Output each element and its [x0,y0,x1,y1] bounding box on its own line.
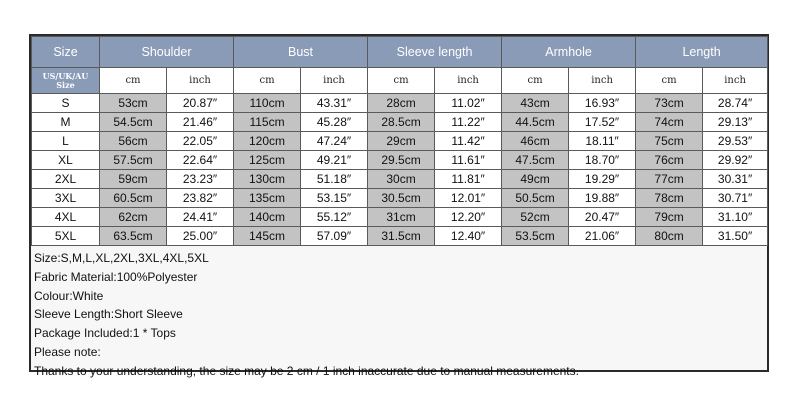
sleeve-cm-cell: 28cm [368,94,435,113]
table-unit-row [32,68,768,94]
length-inch-cell: 30.71″ [703,189,768,208]
bust-inch-cell: 57.09″ [301,227,368,246]
unit-cm: cm [636,68,703,94]
size-cell: 5XL [32,227,100,246]
bust-cm-cell: 120cm [234,132,301,151]
bust-cm-cell: 125cm [234,151,301,170]
shoulder-cm-cell: 56cm [100,132,167,151]
bust-cm-cell: 145cm [234,227,301,246]
note-sizes: Size:S,M,L,XL,2XL,3XL,4XL,5XL [34,251,209,265]
header-size: Size [32,37,100,68]
bust-cm-cell: 110cm [234,94,301,113]
armhole-inch-cell: 16.93″ [569,94,636,113]
unit-cm: cm [100,68,167,94]
note-colour: Colour:White [34,288,104,303]
unit-cm: cm [368,68,435,94]
size-region-line1: US/UK/AU [42,70,89,81]
length-inch-cell: 29.53″ [703,132,768,151]
armhole-cm-cell: 44.5cm [502,113,569,132]
table-row [32,151,768,170]
note-package: Package Included:1 * Tops [34,326,176,341]
size-chart [29,34,769,378]
table-row [32,132,768,151]
note-please-note: Please note: [34,344,101,359]
length-inch-cell: 29.13″ [703,113,768,132]
unit-cm: cm [502,68,569,94]
unit-cm: cm [234,68,301,94]
length-cm-cell: 75cm [636,132,703,151]
armhole-cm-cell: 43cm [502,94,569,113]
armhole-inch-cell: 20.47″ [569,208,636,227]
length-cm-cell: 76cm [636,151,703,170]
header-shoulder: Shoulder [100,37,234,68]
sleeve-cm-cell: 30cm [368,170,435,189]
shoulder-inch-cell: 24.41″ [167,208,234,227]
header-armhole: Armhole [502,37,636,68]
sleeve-inch-cell: 12.40″ [435,227,502,246]
bust-cm-cell: 135cm [234,189,301,208]
bust-inch-cell: 53.15″ [301,189,368,208]
bust-inch-cell: 47.24″ [301,132,368,151]
length-inch-cell: 31.50″ [703,227,768,246]
size-cell: 2XL [32,170,100,189]
bust-inch-cell: 51.18″ [301,170,368,189]
bust-inch-cell: 45.28″ [301,113,368,132]
armhole-inch-cell: 18.11″ [569,132,636,151]
unit-inch: inch [301,68,368,94]
sleeve-inch-cell: 12.01″ [435,189,502,208]
header-length: Length [636,37,768,68]
shoulder-inch-cell: 25.00″ [167,227,234,246]
armhole-cm-cell: 46cm [502,132,569,151]
shoulder-cm-cell: 57.5cm [100,151,167,170]
length-inch-cell: 30.31″ [703,170,768,189]
size-region-label [32,68,100,94]
unit-inch: inch [569,68,636,94]
armhole-inch-cell: 18.70″ [569,151,636,170]
table-row [32,113,768,132]
table-row [32,208,768,227]
bust-cm-cell: 140cm [234,208,301,227]
shoulder-cm-cell: 54.5cm [100,113,167,132]
armhole-cm-cell: 53.5cm [502,227,569,246]
shoulder-inch-cell: 21.46″ [167,113,234,132]
note-material: Fabric Material:100%Polyester [34,269,198,284]
shoulder-inch-cell: 22.64″ [167,151,234,170]
size-cell: M [32,113,100,132]
bust-inch-cell: 49.21″ [301,151,368,170]
shoulder-inch-cell: 23.23″ [167,170,234,189]
bust-cm-cell: 115cm [234,113,301,132]
sleeve-inch-cell: 11.42″ [435,132,502,151]
size-region-line2: Size [56,79,75,90]
armhole-cm-cell: 49cm [502,170,569,189]
size-cell: 3XL [32,189,100,208]
length-cm-cell: 73cm [636,94,703,113]
length-cm-cell: 74cm [636,113,703,132]
length-inch-cell: 28.74″ [703,94,768,113]
table-row [32,227,768,246]
sleeve-cm-cell: 28.5cm [368,113,435,132]
header-bust: Bust [234,37,368,68]
sleeve-cm-cell: 31.5cm [368,227,435,246]
armhole-cm-cell: 52cm [502,208,569,227]
bust-inch-cell: 43.31″ [301,94,368,113]
bust-inch-cell: 55.12″ [301,208,368,227]
shoulder-inch-cell: 23.82″ [167,189,234,208]
shoulder-inch-cell: 22.05″ [167,132,234,151]
size-table [31,36,768,246]
armhole-cm-cell: 50.5cm [502,189,569,208]
note-sleeve: Sleeve Length:Short Sleeve [34,307,183,322]
sleeve-cm-cell: 30.5cm [368,189,435,208]
armhole-inch-cell: 19.88″ [569,189,636,208]
sleeve-inch-cell: 11.61″ [435,151,502,170]
sleeve-cm-cell: 29cm [368,132,435,151]
length-inch-cell: 29.92″ [703,151,768,170]
table-row [32,189,768,208]
size-cell: L [32,132,100,151]
sleeve-cm-cell: 31cm [368,208,435,227]
unit-inch: inch [435,68,502,94]
size-cell: XL [32,151,100,170]
unit-inch: inch [167,68,234,94]
armhole-inch-cell: 21.06″ [569,227,636,246]
length-cm-cell: 77cm [636,170,703,189]
size-rows [32,94,768,246]
shoulder-cm-cell: 62cm [100,208,167,227]
armhole-cm-cell: 47.5cm [502,151,569,170]
sleeve-inch-cell: 12.20″ [435,208,502,227]
sleeve-inch-cell: 11.81″ [435,170,502,189]
length-cm-cell: 78cm [636,189,703,208]
armhole-inch-cell: 17.52″ [569,113,636,132]
bust-cm-cell: 130cm [234,170,301,189]
header-sleeve-length: Sleeve length [368,37,502,68]
table-row [32,94,768,113]
armhole-inch-cell: 19.29″ [569,170,636,189]
shoulder-cm-cell: 60.5cm [100,189,167,208]
product-notes [31,246,767,381]
shoulder-cm-cell: 59cm [100,170,167,189]
note-disclaimer: Thanks to your understanding, the size may be 2 cm / 1 inch inaccurate due to manual measurements. [34,363,579,378]
size-cell: S [32,94,100,113]
sleeve-inch-cell: 11.02″ [435,94,502,113]
table-row [32,170,768,189]
length-inch-cell: 31.10″ [703,208,768,227]
shoulder-inch-cell: 20.87″ [167,94,234,113]
sleeve-inch-cell: 11.22″ [435,113,502,132]
length-cm-cell: 80cm [636,227,703,246]
shoulder-cm-cell: 53cm [100,94,167,113]
size-cell: 4XL [32,208,100,227]
table-header-row [32,37,768,68]
shoulder-cm-cell: 63.5cm [100,227,167,246]
sleeve-cm-cell: 29.5cm [368,151,435,170]
unit-inch: inch [703,68,768,94]
length-cm-cell: 79cm [636,208,703,227]
